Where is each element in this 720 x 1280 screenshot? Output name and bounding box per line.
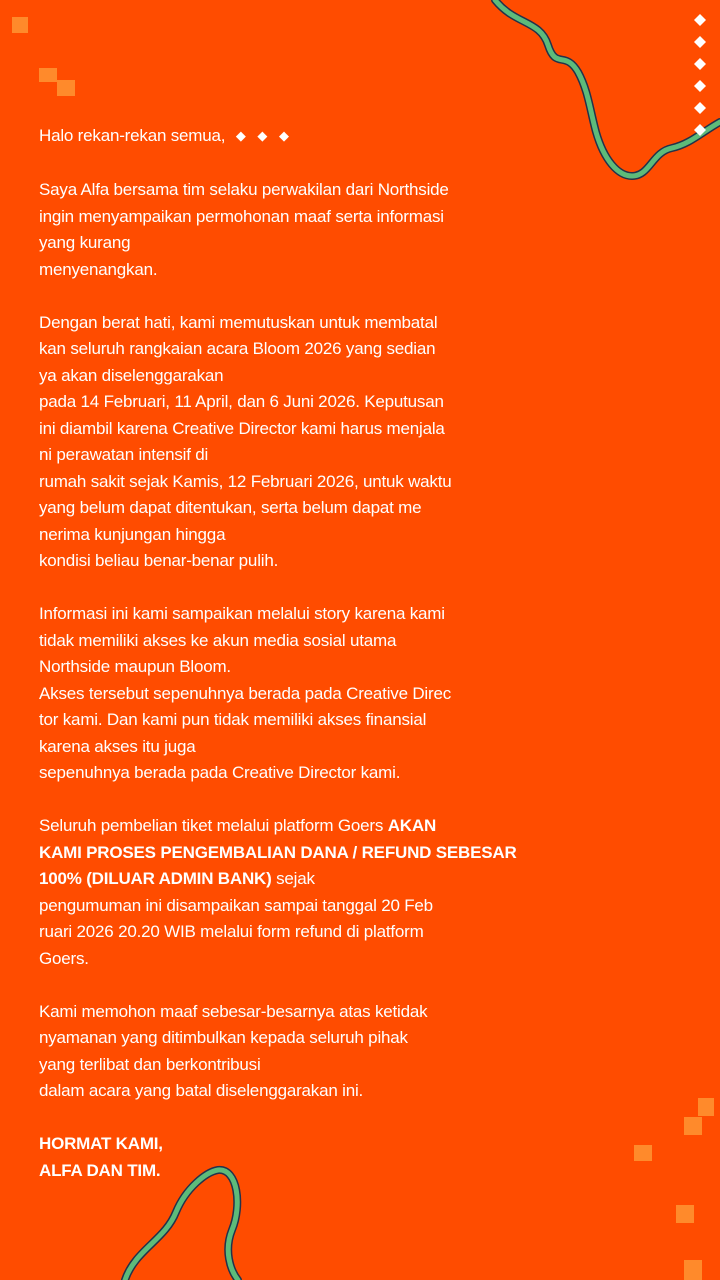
accent-square <box>684 1260 702 1280</box>
text-line: pengumuman ini disampaikan sampai tanggal 20 Feb <box>39 895 433 915</box>
apology-paragraph <box>39 999 549 1105</box>
accent-square <box>698 1098 714 1116</box>
text-line: Informasi ini kami sampaikan melalui story karena kami <box>39 604 445 623</box>
text-line: ingin menyampaikan permohonan maaf serta informasi <box>39 206 444 226</box>
text-line: tidak memiliki akses ke akun media sosial utama <box>39 630 397 650</box>
text-line: kan seluruh rangkaian acara Bloom 2026 yang sedian <box>39 339 436 358</box>
text-line: pada 14 Februari, 11 April, dan 6 Juni 2026. Keputusan <box>39 392 444 411</box>
refund-paragraph <box>39 813 549 972</box>
text-line: ruari 2026 20.20 WIB melalui form refund di platform <box>39 922 424 941</box>
text-line: ini diambil karena Creative Director kami harus menjala <box>39 418 445 438</box>
accent-square <box>676 1205 694 1223</box>
text-line: sepenuhnya berada pada Creative Director kami. <box>39 763 401 782</box>
text-line: Seluruh pembelian tiket melalui platform Goers <box>39 816 384 835</box>
greeting-paragraph <box>39 123 549 151</box>
intro-paragraph <box>39 177 549 283</box>
text-line: Dengan berat hati, kami memutuskan untuk membatal <box>39 312 438 332</box>
text-line: nyamanan yang ditimbulkan kepada seluruh pihak <box>39 1028 408 1047</box>
text-line: kondisi beliau benar-benar pulih. <box>39 551 279 570</box>
text-line: dalam acara yang batal diselenggarakan ini. <box>39 1081 364 1100</box>
greeting-text: Halo rekan-rekan semua, <box>39 126 226 145</box>
refund-highlight: 100% (DILUAR ADMIN BANK) <box>39 869 272 888</box>
text-line: Northside maupun Bloom. <box>39 657 231 676</box>
text-line: ni perawatan intensif di <box>39 445 209 464</box>
accent-square <box>634 1145 652 1161</box>
accent-square <box>12 17 28 33</box>
text-line: nerima kunjungan hingga <box>39 524 226 544</box>
diamond-column-icon <box>694 14 706 136</box>
text-line: yang terlibat dan berkontribusi <box>39 1054 261 1074</box>
refund-highlight: KAMI PROSES PENGEMBALIAN DANA / REFUND SEBESAR <box>39 842 517 862</box>
cancellation-paragraph <box>39 310 549 575</box>
signoff <box>39 1131 549 1184</box>
text-line: karena akses itu juga <box>39 736 196 756</box>
text-line: ya akan diselenggarakan <box>39 365 224 385</box>
accent-square <box>39 68 57 82</box>
text-line: menyenangkan. <box>39 259 158 279</box>
text-line: sejak <box>276 869 315 888</box>
refund-highlight: AKAN <box>387 816 437 835</box>
text-line: yang kurang <box>39 233 131 252</box>
accent-square <box>57 80 75 96</box>
signoff-line: ALFA DAN TIM. <box>39 1160 161 1180</box>
announcement-text <box>39 123 549 1211</box>
text-line: rumah sakit sejak Kamis, 12 Februari 2026, untuk waktu <box>39 471 452 491</box>
signoff-line: HORMAT KAMI, <box>39 1134 163 1153</box>
text-line: Akses tersebut sepenuhnya berada pada Creative Direc <box>39 683 452 703</box>
accent-square <box>684 1117 702 1135</box>
text-line: tor kami. Dan kami pun tidak memiliki akses finansial <box>39 710 427 729</box>
text-line: Goers. <box>39 948 89 968</box>
text-line: Saya Alfa bersama tim selaku perwakilan dari Northside <box>39 180 449 199</box>
text-line: Kami memohon maaf sebesar-besarnya atas ketidak <box>39 1001 428 1021</box>
access-info-paragraph <box>39 601 549 787</box>
diamond-trio-icon: ◆ ◆ ◆ <box>235 128 294 143</box>
text-line: yang belum dapat ditentukan, serta belum dapat me <box>39 498 422 517</box>
